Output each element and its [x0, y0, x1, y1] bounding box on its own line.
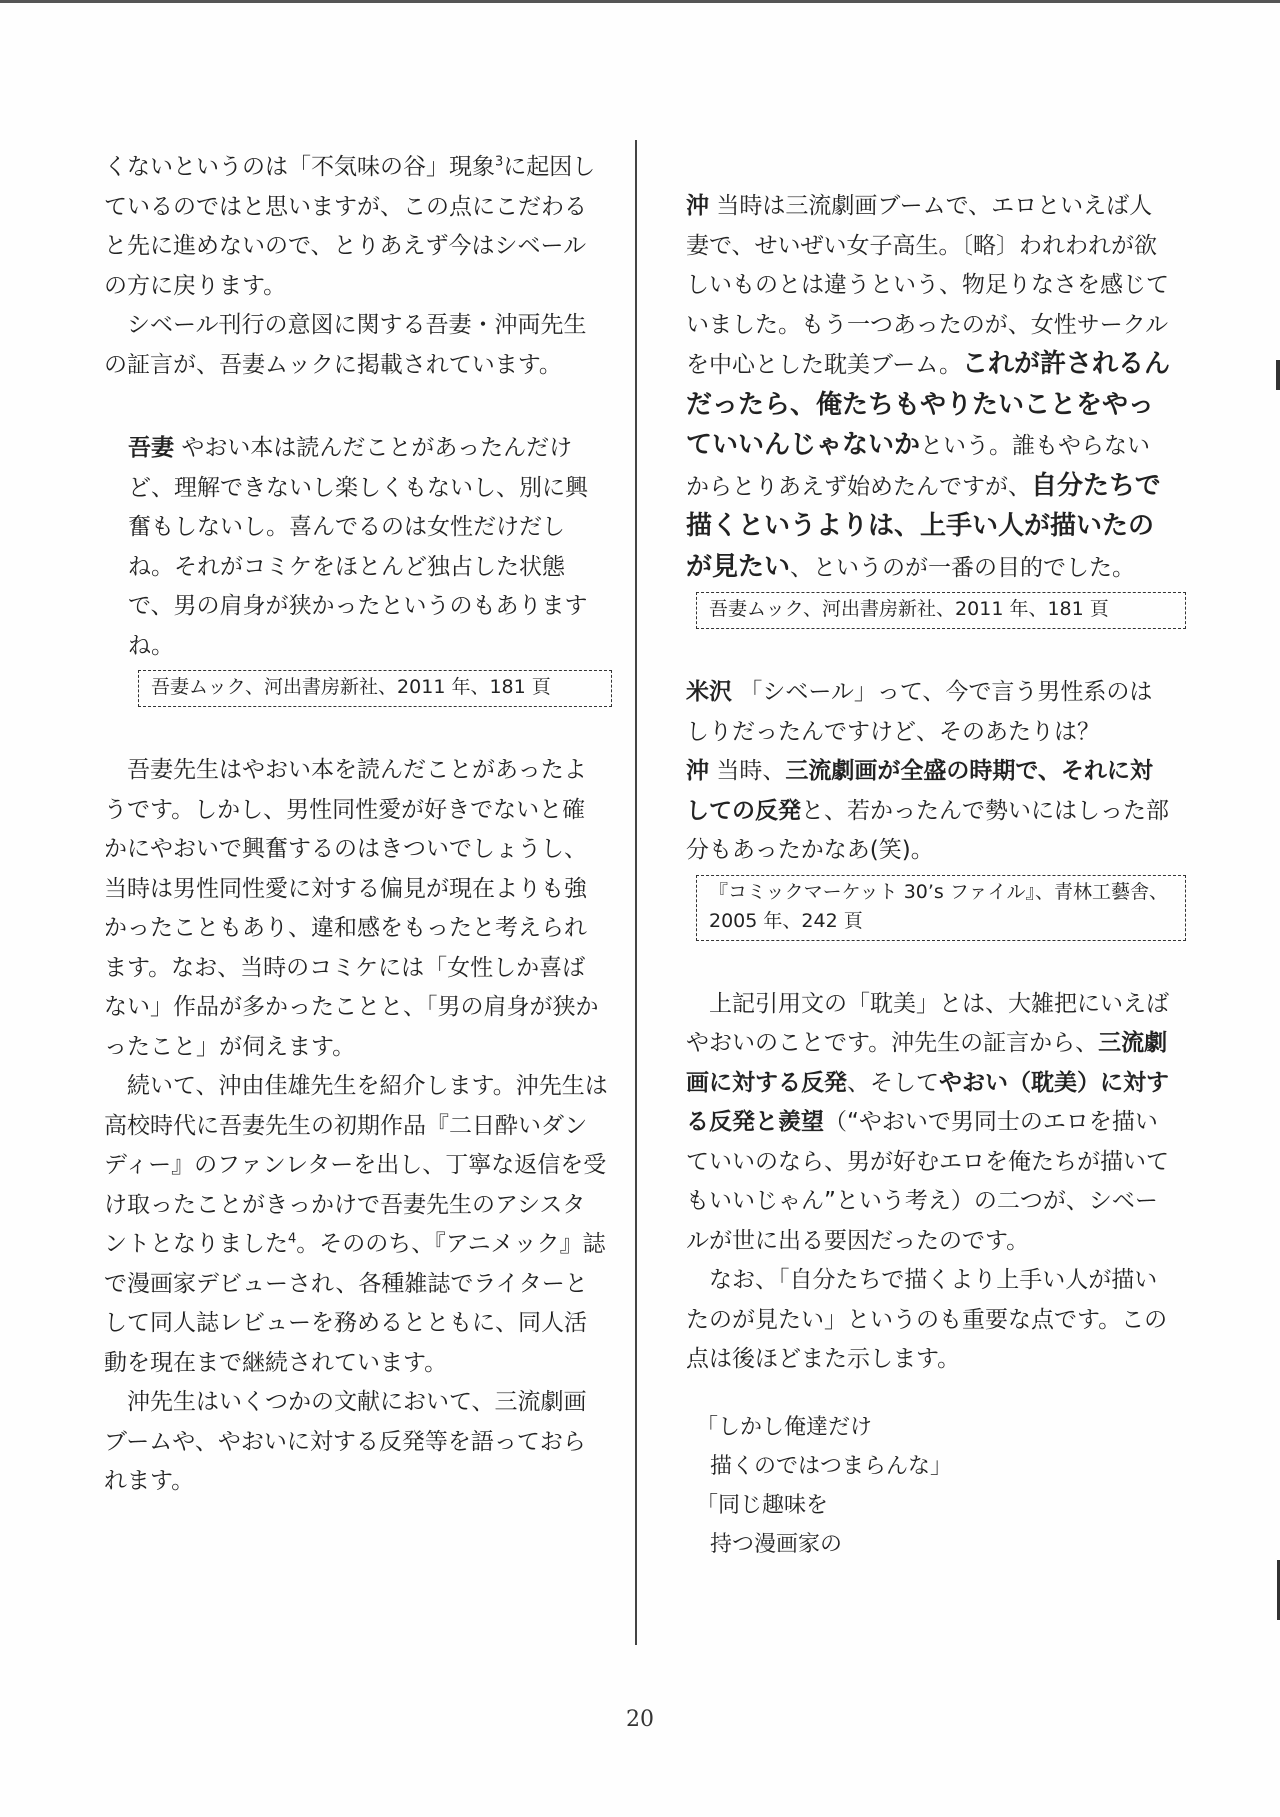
- paragraph-oki-intro: 続いて、沖由佳雄先生を紹介します。沖先生は高校時代に吾妻先生の初期作品『二日酔いダンディー』のファンレターを出し、丁寧な返信を受け取ったことがきっかけで吾妻先生のアシスタントとなりました$^4$。そののち、『アニメック』誌で漫画家デビューされ、各種雑誌でライターとして同人誌レビューを務めるとともに、同人活動を現在まで継続されています。: [104, 1073, 608, 1376]
- quote-oki-1: 沖 当時は三流劇画ブームで、エロといえば人妻で、せいぜい女子高生。〔略〕われわれが欲しいものとは違うという、物足りなさを感じていました。もう一つあったのが、女性サークルを中心とした耽美ブーム。これが許されるんだったら、俺たちもやりたいことをやっていいんじゃないかという。誰もやらないからとりあえず始めたんですが、自分たちで描くというよりは、上手い人が描いたのが見たい、というのが一番の目的でした。: [686, 193, 1171, 582]
- speaker-name: 沖: [686, 193, 709, 219]
- top-border-line: [0, 0, 1280, 3]
- emphasis-text: 三流劇画に対する反発: [686, 1030, 1168, 1096]
- quote-azuma: [128, 429, 608, 666]
- speaker-name: 沖: [686, 758, 709, 784]
- citation-box: 『コミックマーケット 30’s ファイル』、青林工藝舎、2005 年、242 頁: [696, 875, 1186, 941]
- quote-yonezawa-oki: 米沢 「シベール」って、今で言う男性系のはしりだったんですけど、そのあたりは？ 沖 当時、三流劇画が全盛の時期で、それに対しての反発と、若かったんで勢いにはしった部分もあったかなあ(笑)。: [686, 679, 1169, 863]
- footnote-ref-4[interactable]: 4: [288, 1231, 297, 1247]
- paragraph-note: なお、「自分たちで描くより上手い人が描いたのが見たい」というのも重要な点です。この点は後ほどまた示します。: [686, 1267, 1168, 1372]
- right-column: [686, 187, 1171, 1564]
- footnote-ref-3[interactable]: 3: [495, 154, 504, 170]
- manga-quote-line: 持つ漫画家の: [710, 1531, 843, 1557]
- page-number: 20: [626, 1707, 654, 1732]
- paragraph-oki-references: 沖先生はいくつかの文献において、三流劇画ブームや、やおいに対する反発等を語っておられます。: [104, 1389, 587, 1494]
- manga-quote-line: 描くのではつまらんな」: [710, 1453, 953, 1479]
- emphasis-text: これが許されるんだったら、俺たちもやりたいことをやっていいんじゃないか: [686, 349, 1171, 460]
- quote-text: やおい本は読んだことがあったんだけど、理解できないし楽しくもないし、別に興奮もしないし。喜んでるのは女性だけだしね。それがコミケをほとんど独占した状態で、男の肩身が狭かったというのもありますね。: [128, 435, 588, 659]
- emphasis-text: 自分たちで描くというよりは、上手い人が描いたのが見たい: [686, 470, 1161, 582]
- emphasis-text: 三流劇画が全盛の時期で、それに対しての反発: [686, 758, 1153, 824]
- paragraph-intro: くないというのは「不気味の谷」現象$^3$に起因しているのではと思いますが、この点にこだわると先に進めないので、とりあえず今はシベールの方に戻ります。: [104, 154, 596, 299]
- speaker-name: 米沢: [686, 679, 732, 705]
- manga-quote-line: 「同じ趣味を: [696, 1492, 829, 1518]
- paragraph-testimony-intro: シベール刊行の意図に関する吾妻・沖両先生の証言が、吾妻ムックに掲載されています。: [104, 312, 587, 378]
- left-column: [104, 148, 608, 1502]
- citation-box: 吾妻ムック、河出書房新社、2011 年、181 頁: [138, 670, 612, 707]
- emphasis-text: やおい（耽美）に対する反発と羨望: [686, 1069, 1169, 1135]
- scan-edge-mark: [1276, 360, 1280, 390]
- citation-box: 吾妻ムック、河出書房新社、2011 年、181 頁: [696, 592, 1186, 629]
- column-divider: [635, 140, 637, 1645]
- manga-quote-line: 「しかし俺達だけ: [696, 1414, 873, 1440]
- paragraph-analysis: 吾妻先生はやおい本を読んだことがあったようです。しかし、男性同性愛が好きでないと確かにやおいで興奮するのはきついでしょうし、当時は男性同性愛に対する偏見が現在よりも強かったこともあり、違和感をもったと考えられます。なお、当時のコミケには「女性しか喜ばない」作品が多かったことと、「男の肩身が狭かったこと」が伺えます。: [104, 757, 599, 1060]
- paragraph-analysis-right: 上記引用文の「耽美」とは、大雑把にいえばやおいのことです。沖先生の証言から、三流劇画に対する反発、そしてやおい（耽美）に対する反発と羨望（“やおいで男同士のエロを描いていいのなら、男が好むエロを俺たちが描いてもいいじゃん”という考え）の二つが、シベールが世に出る要因だったのです。: [686, 990, 1169, 1254]
- manga-quote: [696, 1408, 1171, 1564]
- speaker-name: 吾妻: [128, 435, 174, 461]
